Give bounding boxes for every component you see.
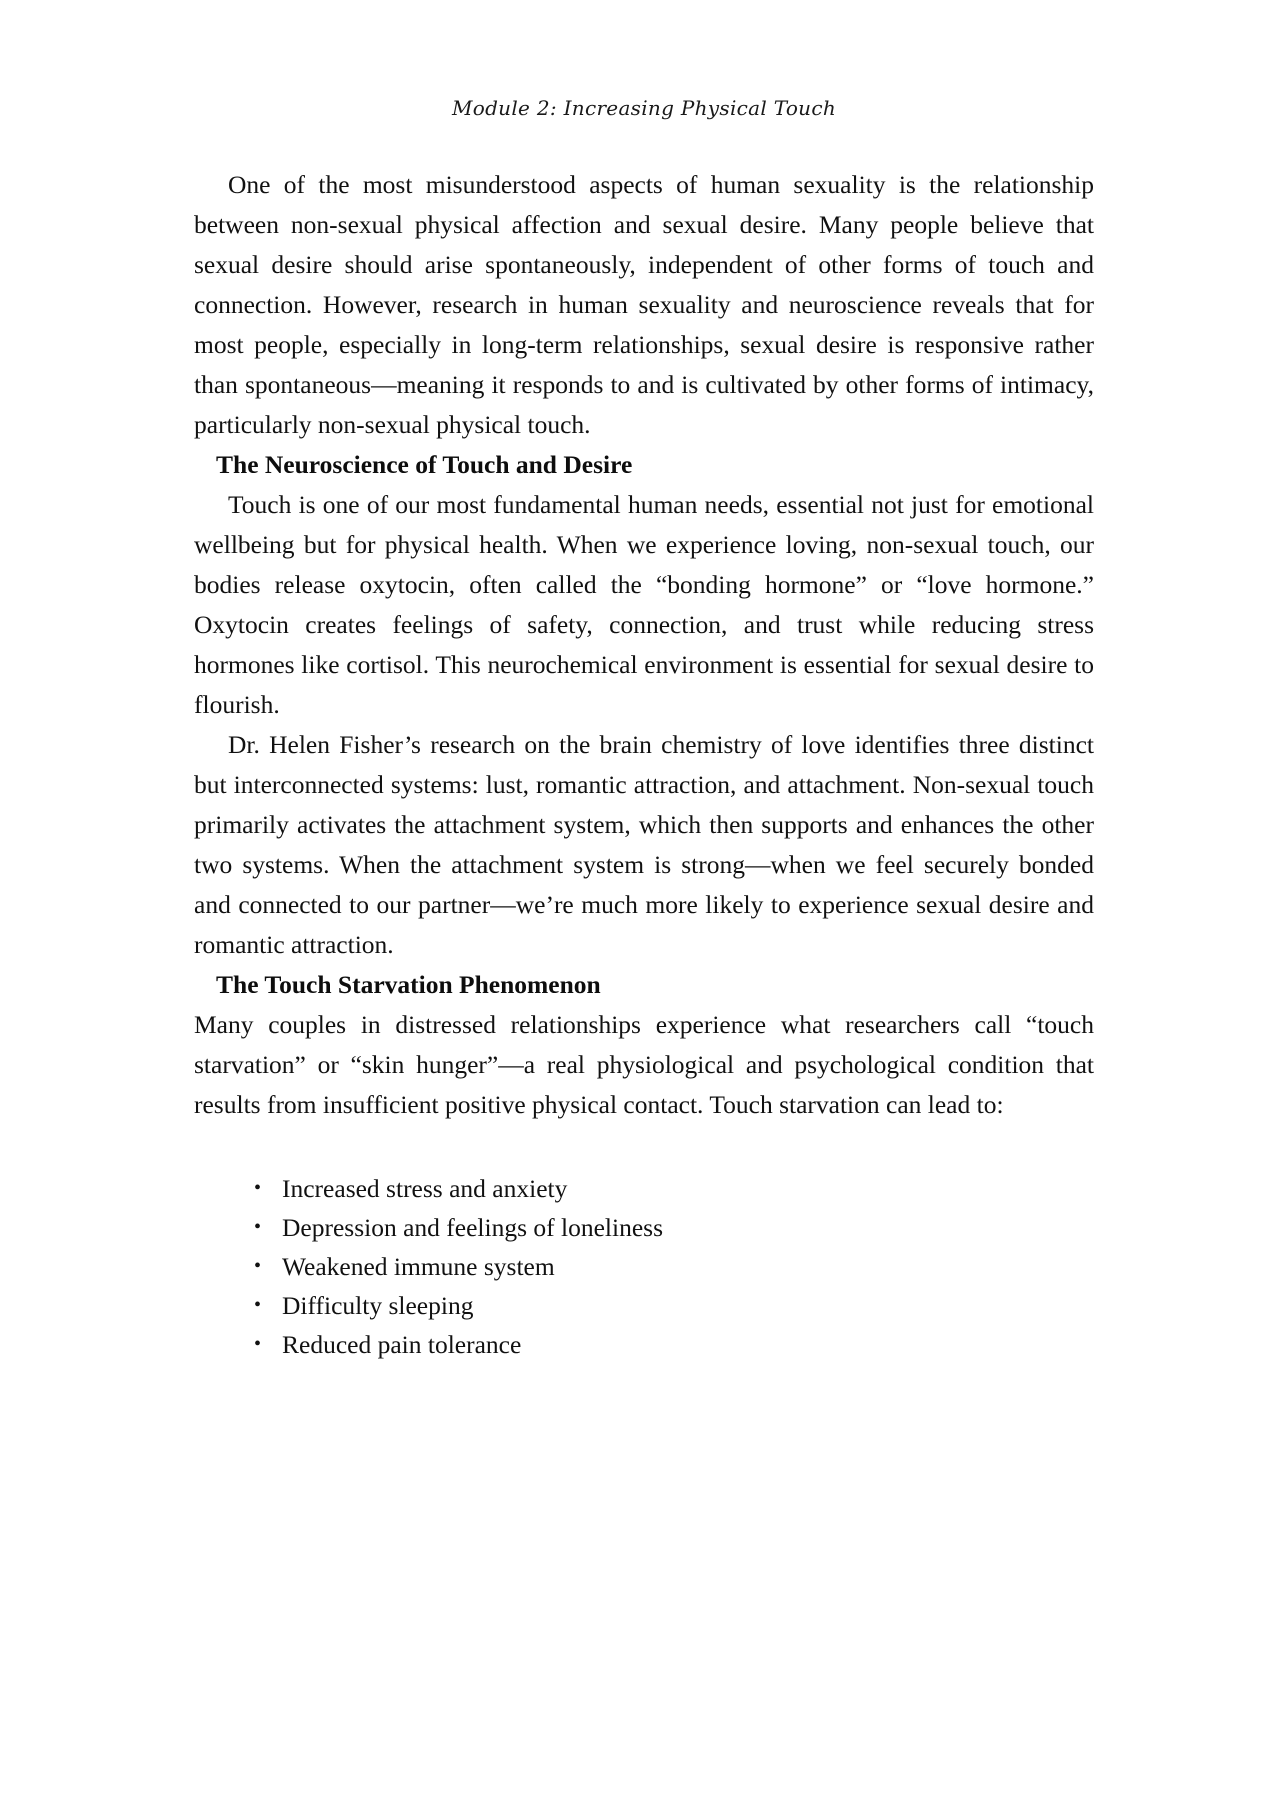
paragraph-touch-starvation: Many couples in distressed relationships experience what researchers call “touch starvation” or “skin hunger”—a real physiological and psychological condition that results from insufficient positive physical contact. Touch starvation can lead to: (194, 1010, 1094, 1119)
list-item: • Increased stress and anxiety (254, 1169, 1094, 1208)
paragraph-fisher-research: Dr. Helen Fisher’s research on the brain chemistry of love identifies three distinct but interconnected systems: lust, romantic attraction, and attachment. Non-sexual touch primarily activates the attachment system, which then supports and enhances the other two systems. When the attachment system is strong—when we feel securely bonded and connected to our partner—we’re much more likely to experience sexual desire and romantic attraction. (194, 730, 1094, 959)
page-body (194, 165, 1094, 1364)
list-item: • Depression and feelings of loneliness (254, 1208, 1094, 1247)
section-heading-touch-starvation: The Touch Starvation Phenomenon (216, 970, 601, 999)
section-heading-neuroscience: The Neuroscience of Touch and Desire (216, 450, 633, 479)
touch-starvation-effects-list (194, 1169, 1094, 1364)
running-head: Module 2: Increasing Physical Touch (451, 96, 837, 120)
list-item: • Reduced pain tolerance (254, 1325, 1094, 1364)
list-item: • Difficulty sleeping (254, 1286, 1094, 1325)
list-item: • Weakened immune system (254, 1247, 1094, 1286)
paragraph-touch-needs: Touch is one of our most fundamental human needs, essential not just for emotional wellbeing but for physical health. When we experience loving, non-sexual touch, our bodies release oxytocin, often called the “bonding hormone” or “love hormone.” Oxytocin creates feelings of safety, connection, and trust while reducing stress hormones like cortisol. This neurochemical environment is essential for sexual desire to flourish. (194, 490, 1094, 719)
paragraph-intro: One of the most misunderstood aspects of human sexuality is the relationship between non-sexual physical affection and sexual desire. Many people believe that sexual desire should arise spontaneously, independent of other forms of touch and connection. However, research in human sexuality and neuroscience reveals that for most people, especially in long-term relationships, sexual desire is responsive rather than spontaneous—meaning it responds to and is cultivated by other forms of intimacy, particularly non-sexual physical touch. (194, 170, 1094, 439)
